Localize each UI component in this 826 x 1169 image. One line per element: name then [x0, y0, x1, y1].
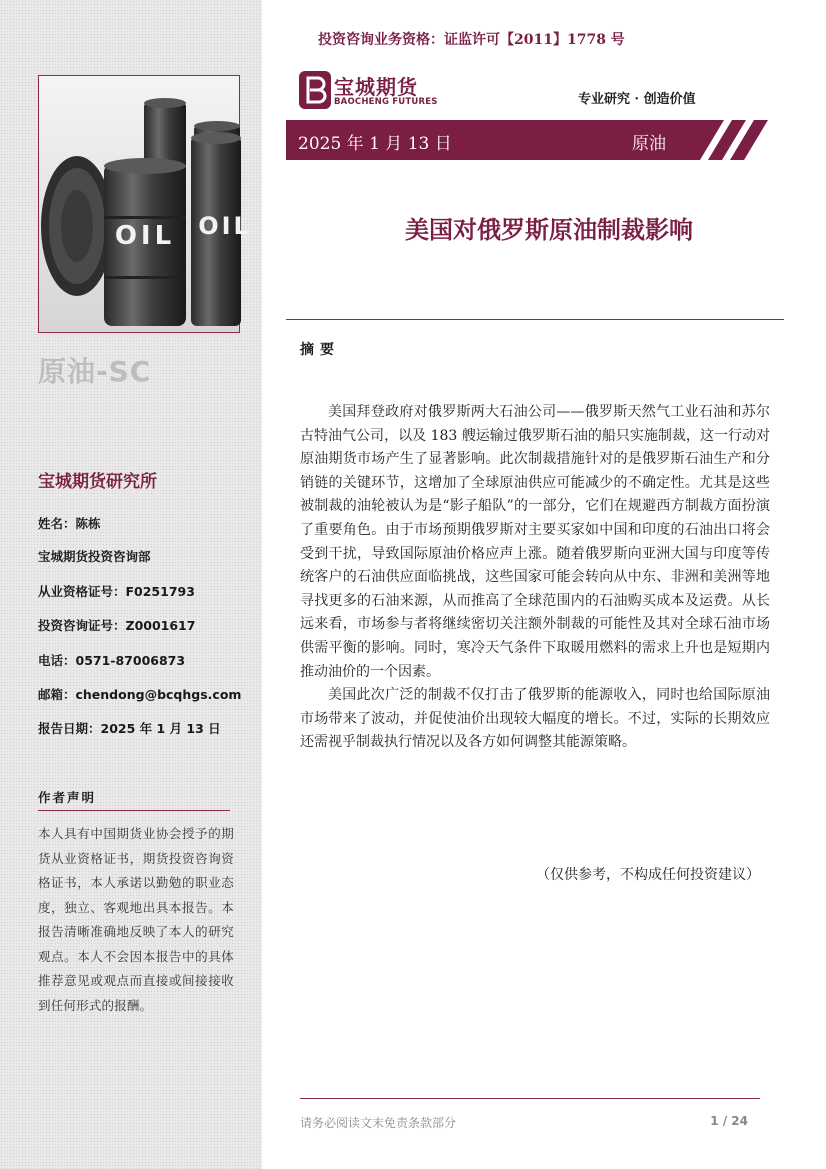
declaration-text: 本人具有中国期货业协会授予的期货从业资格证书，期货投资咨询资格证书，本人承诺以勤勉的职业态度，独立、客观地出具本报告。本报告清晰准确地反映了本人的研究观点。本人不会因本报告中的具体推荐意见或观点而直接或间接接收到任何形式的报酬。 [38, 826, 234, 1013]
company-name: 宝城期货 [334, 75, 418, 99]
oil-barrels-photo [38, 75, 252, 333]
institute-name: 宝城期货研究所 [38, 472, 157, 492]
paragraph-2: 美国此次广泛的制裁不仅打击了俄罗斯的能源收入，同时也给国际原油市场带来了波动，并促使油价出现较大幅度的增长。不过，实际的长期效应还需视乎制裁执行情况以及各方如何调整其能源策略。 [300, 687, 770, 751]
email: 邮箱：chendong@bcqhgs.com [38, 687, 242, 702]
department: 宝城期货投资咨询部 [38, 549, 151, 564]
report-date: 报告日期：2025 年 1 月 13 日 [38, 721, 221, 736]
report-title: 美国对俄罗斯原油制裁影响 [405, 216, 693, 244]
qualification-number: 从业资格证号：F0251793 [38, 584, 195, 599]
barrel-label-1: OIL [114, 221, 176, 251]
product-code: 原油-SC [38, 355, 152, 388]
title-divider [286, 319, 784, 320]
declaration-title: 作者声明 [38, 790, 97, 805]
company-name-en: BAOCHENG FUTURES [334, 97, 438, 107]
footer-disclaimer: 请务必阅读文末免责条款部分 [300, 1116, 457, 1130]
band-date: 2025 年 1 月 13 日 [298, 134, 452, 154]
declaration-divider [38, 810, 230, 811]
abstract-heading: 摘要 [300, 342, 340, 358]
date-band [286, 120, 784, 160]
abstract-body [300, 401, 770, 755]
license-line: 投资咨询业务资格：证监许可【2011】1778 号 [318, 32, 625, 48]
footer-divider [300, 1098, 760, 1099]
reference-note: （仅供参考，不构成任何投资建议） [536, 867, 760, 883]
barrel-label-2: OIL [198, 212, 252, 240]
slogan: 专业研究 · 创造价值 [578, 92, 696, 107]
logo-mark-icon [298, 70, 332, 110]
paragraph-1: 美国拜登政府对俄罗斯两大石油公司——俄罗斯天然气工业石油和苏尔古特油气公司，以及 183 艘运输过俄罗斯石油的船只实施制裁，这一行动对原油期货市场产生了显著影响。此次制裁措施针对的是俄罗斯石油生产和分销链的关键环节，这增加了全球原油供应可能减少的不确定性。尤其是这些被制裁的油轮被认为是“影子船队”的一部分，它们在规避西方制裁方面扮演了重要角色。由于市场预期俄罗斯对主要买家如中国和印度的石油出口将会受到干扰，导致国际原油价格应声上涨。随着俄罗斯向亚洲大国与印度等传统客户的石油供应面临挑战，这些国家可能会转向从中东、非洲和美洲等地寻找更多的石油来源，从而推高了全球范围内的石油购买成本及运费。从长远来看，市场参与者将继续密切关注额外制裁的可能性及其对全球石油市场供需平衡的影响。同时，寒冷天气条件下取暖用燃料的需求上升也是短期内推动油价的一个因素。 [300, 404, 770, 680]
company-logo [298, 68, 438, 112]
consulting-number: 投资咨询证号：Z0001617 [38, 618, 196, 633]
phone: 电话：0571-87006873 [38, 653, 186, 668]
page-number: 1 / 24 [710, 1114, 748, 1128]
band-product: 原油 [632, 134, 666, 154]
sidebar [0, 0, 262, 1169]
analyst-name: 姓名：陈栋 [38, 516, 101, 531]
